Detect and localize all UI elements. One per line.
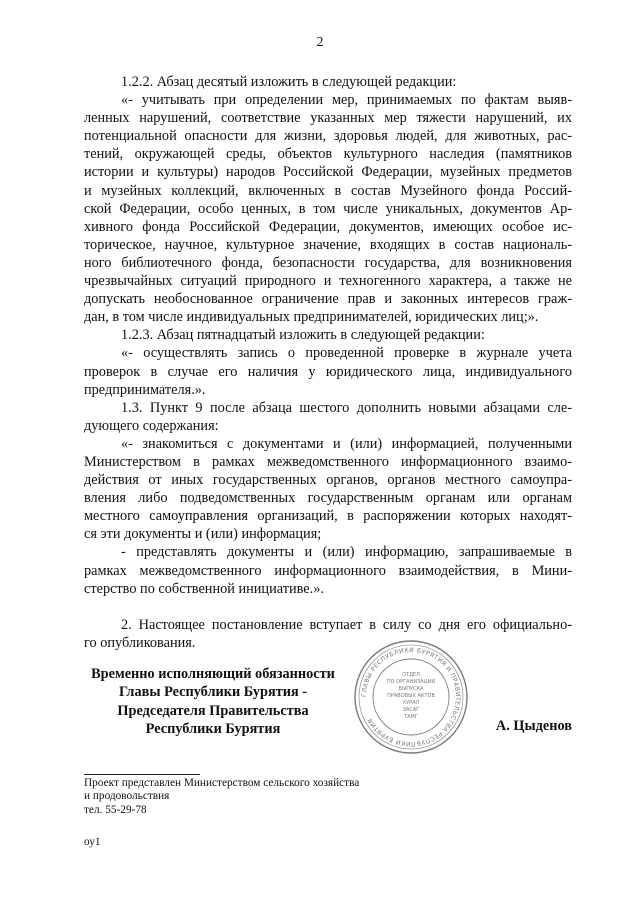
text-line: го опубликования. bbox=[84, 634, 196, 651]
document-code: оу1 bbox=[84, 836, 101, 848]
document-body bbox=[84, 73, 572, 652]
text-line: «- знакомиться с документами и (или) информацией, полученными bbox=[121, 435, 572, 452]
seal-center-line: ЗАСАГ bbox=[402, 707, 420, 713]
seal-center-line: ПРАВОВЫХ АКТОВ bbox=[387, 693, 435, 699]
text-line: предпринимателя.». bbox=[84, 381, 206, 398]
text-line: ного библиотечного фонда, безопасности государства, для возникновения bbox=[84, 254, 572, 271]
text-line: 1.2.3. Абзац пятнадцатый изложить в следующей редакции: bbox=[121, 327, 485, 344]
seal-center-line: ПО ОРГАНИЗАЦИИ bbox=[386, 679, 436, 685]
text-line: местного самоуправления организаций, в распоряжении которых находят- bbox=[84, 508, 572, 525]
text-line: ленных нарушений, соответствие указанных мер тяжести нарушений, их bbox=[84, 110, 572, 127]
text-line: Министерством в рамках межведомственного информационного взаимо- bbox=[84, 453, 572, 470]
text-line: 1.3. Пункт 9 после абзаца шестого дополнить новыми абзацами сле- bbox=[121, 399, 572, 416]
text-line: хивного фонда Российской Федерации, документов, имеющих особое ис- bbox=[84, 218, 572, 235]
text-line: «- осуществлять запись о проведенной проверке в журнале учета bbox=[121, 345, 572, 362]
text-line: и музейных коллекций, включенных в состав Музейного фонда Россий- bbox=[84, 182, 572, 199]
official-seal bbox=[352, 638, 470, 756]
text-line: чрезвычайных ситуаций природного и техногенного характера, а также не bbox=[84, 273, 572, 290]
seal-center-line: ВЫПУСКА bbox=[398, 686, 424, 692]
seal-center-line: ТАМГ bbox=[404, 714, 418, 720]
text-line: вления либо подведомственных государственным органам или органам bbox=[84, 490, 572, 507]
text-line: действия от иных государственных органов, органов местного самоупра- bbox=[84, 472, 572, 489]
footnote bbox=[84, 777, 359, 817]
text-line: торическое, научное, культурное значение, входящих в состав националь- bbox=[84, 236, 572, 253]
text-line: проверок в случае его наличия у юридического лица, индивидуального bbox=[84, 363, 572, 380]
text-line: ся эти документы и (или) информация; bbox=[84, 526, 322, 543]
text-line: стерство по собственной инициативе.». bbox=[84, 580, 324, 597]
footnote-line: Проект представлен Министерством сельского хозяйства bbox=[84, 777, 360, 789]
text-line: дующего содержания: bbox=[84, 417, 219, 434]
text-line: «- учитывать при определении мер, принимаемых по фактам выяв- bbox=[121, 92, 572, 109]
text-line: рамках межведомственного информационного взаимодействия, в Мини- bbox=[84, 562, 572, 579]
text-line: тений, окружающей среды, объектов культурного наследия (памятников bbox=[84, 146, 572, 163]
seal-center-line: ХУРАЛ bbox=[402, 700, 420, 706]
footnote-divider bbox=[84, 774, 200, 775]
text-line: - представлять документы и (или) информацию, запрашиваемые в bbox=[121, 544, 572, 561]
signatory-line: Председателя Правительства bbox=[117, 702, 309, 719]
footnote-line: и продовольствия bbox=[84, 790, 170, 803]
page-number: 2 bbox=[316, 35, 324, 50]
text-line: истории и культуры) народов Российской Федерации, музейных предметов bbox=[84, 164, 572, 181]
signatory-name: А. Цыденов bbox=[495, 718, 572, 734]
seal-center-line: ОТДЕЛ bbox=[402, 672, 420, 678]
text-line: допускать необоснованное ограничение прав и законных интересов граж- bbox=[84, 291, 572, 308]
text-line: ской Федерации, особо ценных, в том числе уникальных, документов Ар- bbox=[84, 200, 572, 217]
signatory-line: Временно исполняющий обязанности bbox=[91, 666, 335, 682]
seal-ring-text: ГЛАВЫ РЕСПУБЛИКИ БУРЯТИЯ И ПРАВИТЕЛЬСТВА РЕСПУБЛИКИ БУРЯТИЯ bbox=[360, 646, 462, 748]
text-line: потенциальной опасности для жизни, здоровья людей, для животных, рас- bbox=[84, 128, 572, 145]
text-line: дан, в том числе индивидуальных предпринимателей, юридических лиц;». bbox=[84, 309, 539, 326]
footnote-line: тел. 55-29-78 bbox=[84, 803, 147, 816]
signatory-line: Республики Бурятия bbox=[145, 720, 281, 737]
signatory-line: Главы Республики Бурятия - bbox=[118, 684, 308, 701]
signatory-title bbox=[82, 665, 344, 738]
text-line: 2. Настоящее постановление вступает в силу со дня его официально- bbox=[121, 616, 572, 633]
text-line: 1.2.2. Абзац десятый изложить в следующей редакции: bbox=[121, 74, 457, 90]
